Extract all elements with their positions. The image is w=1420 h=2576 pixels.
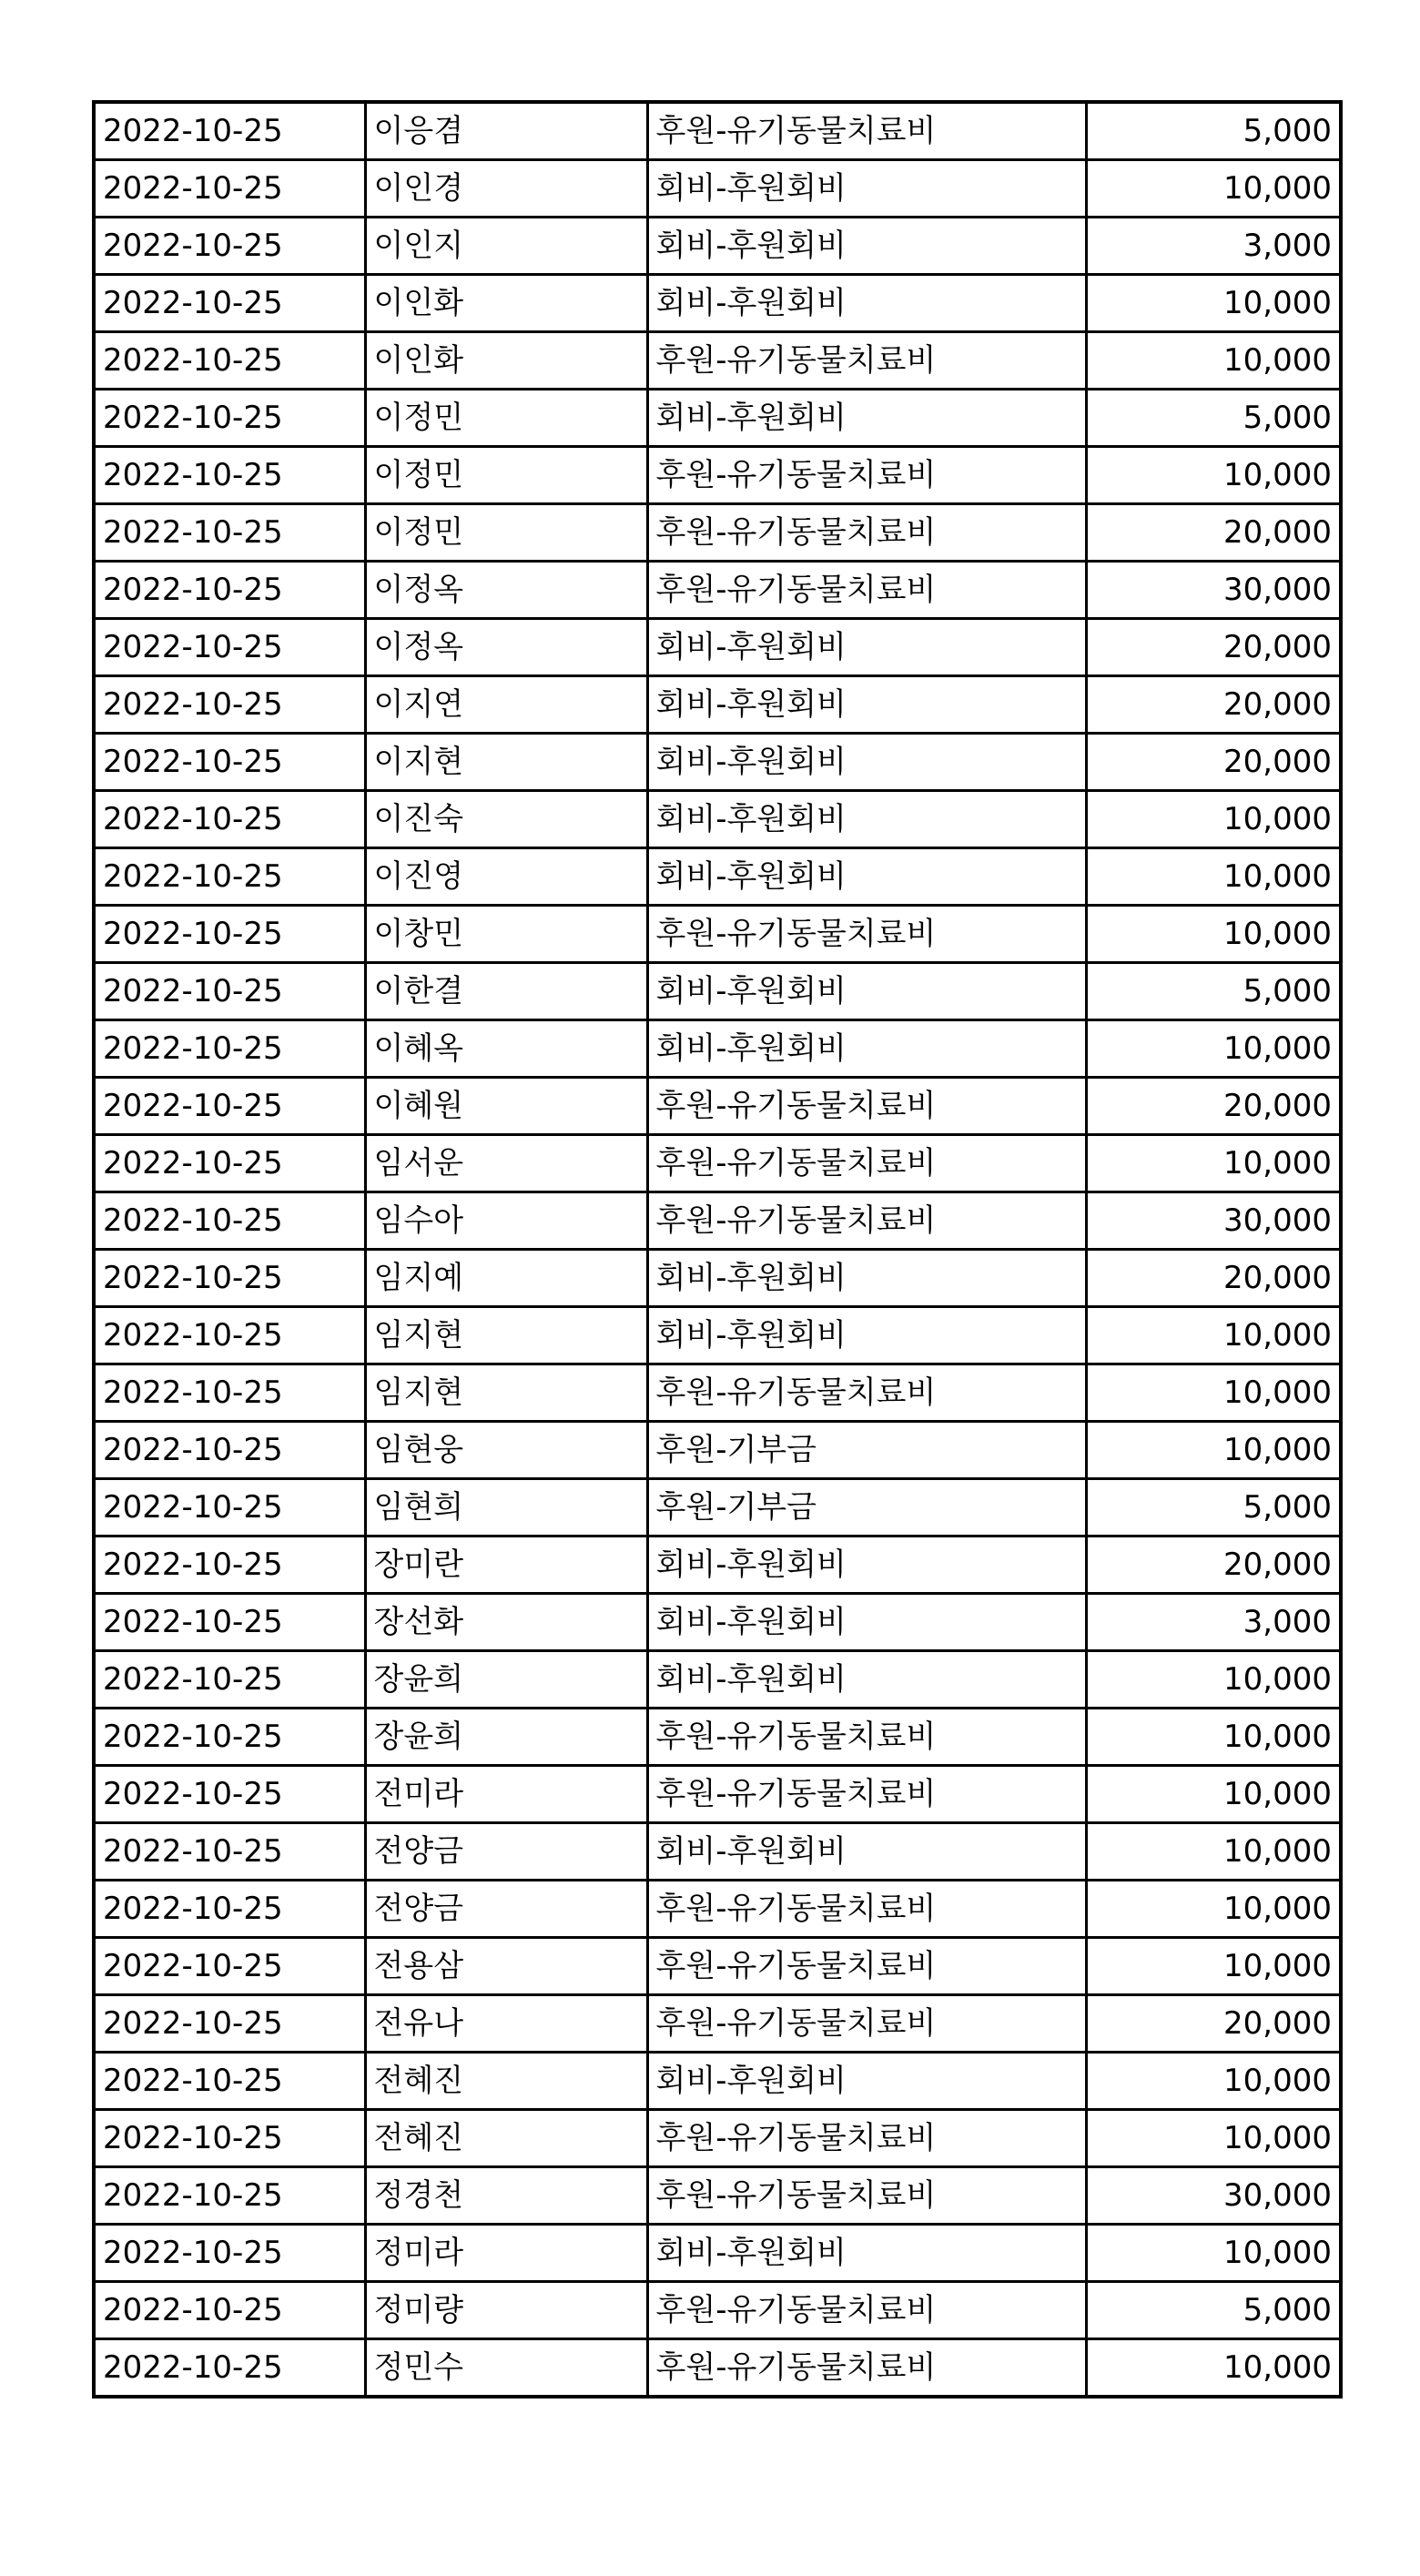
date-cell: 2022-10-25: [94, 447, 365, 504]
donor-name-cell: 이지연: [365, 676, 647, 734]
amount-cell: 20,000: [1086, 676, 1341, 734]
table-row: [94, 504, 1341, 562]
donor-name-cell: 이혜옥: [365, 1020, 647, 1078]
amount-cell: 10,000: [1086, 1709, 1341, 1766]
category-cell: 회비-후원회비: [647, 1020, 1086, 1078]
date-cell: 2022-10-25: [94, 906, 365, 963]
category-cell: 후원-유기동물치료비: [647, 2339, 1086, 2398]
amount-cell: 20,000: [1086, 504, 1341, 562]
donor-name-cell: 임수아: [365, 1192, 647, 1250]
amount-cell: 10,000: [1086, 2110, 1341, 2167]
amount-cell: 10,000: [1086, 2053, 1341, 2110]
date-cell: 2022-10-25: [94, 1250, 365, 1307]
date-cell: 2022-10-25: [94, 676, 365, 734]
date-cell: 2022-10-25: [94, 218, 365, 275]
donor-name-cell: 이한결: [365, 963, 647, 1020]
category-cell: 후원-유기동물치료비: [647, 1192, 1086, 1250]
category-cell: 회비-후원회비: [647, 1651, 1086, 1709]
amount-cell: 10,000: [1086, 2225, 1341, 2282]
date-cell: 2022-10-25: [94, 1709, 365, 1766]
amount-cell: 20,000: [1086, 1078, 1341, 1135]
donor-name-cell: 정미라: [365, 2225, 647, 2282]
date-cell: 2022-10-25: [94, 1536, 365, 1594]
amount-cell: 20,000: [1086, 619, 1341, 676]
donor-name-cell: 이응겸: [365, 102, 647, 160]
date-cell: 2022-10-25: [94, 1307, 365, 1364]
amount-cell: 3,000: [1086, 218, 1341, 275]
category-cell: 회비-후원회비: [647, 791, 1086, 848]
donor-name-cell: 이인지: [365, 218, 647, 275]
category-cell: 회비-후원회비: [647, 1594, 1086, 1651]
donor-name-cell: 이진숙: [365, 791, 647, 848]
table-row: [94, 390, 1341, 447]
category-cell: 후원-유기동물치료비: [647, 2167, 1086, 2225]
category-cell: 회비-후원회비: [647, 218, 1086, 275]
table-row: [94, 1995, 1341, 2053]
donor-name-cell: 이정민: [365, 504, 647, 562]
table-row: [94, 1250, 1341, 1307]
date-cell: 2022-10-25: [94, 1823, 365, 1881]
amount-cell: 10,000: [1086, 1938, 1341, 1995]
category-cell: 회비-후원회비: [647, 2225, 1086, 2282]
amount-cell: 10,000: [1086, 1823, 1341, 1881]
date-cell: 2022-10-25: [94, 1881, 365, 1938]
table-row: [94, 1594, 1341, 1651]
donor-name-cell: 이지현: [365, 734, 647, 791]
category-cell: 회비-후원회비: [647, 848, 1086, 906]
date-cell: 2022-10-25: [94, 2110, 365, 2167]
date-cell: 2022-10-25: [94, 1192, 365, 1250]
donor-name-cell: 이인화: [365, 275, 647, 332]
donation-ledger-page: [92, 100, 1339, 2399]
table-row: [94, 676, 1341, 734]
date-cell: 2022-10-25: [94, 1422, 365, 1479]
donor-name-cell: 전혜진: [365, 2053, 647, 2110]
table-row: [94, 1078, 1341, 1135]
donor-name-cell: 전유나: [365, 1995, 647, 2053]
table-row: [94, 1479, 1341, 1536]
date-cell: 2022-10-25: [94, 1364, 365, 1422]
table-row: [94, 791, 1341, 848]
category-cell: 후원-유기동물치료비: [647, 102, 1086, 160]
donor-name-cell: 이혜원: [365, 1078, 647, 1135]
table-row: [94, 1709, 1341, 1766]
amount-cell: 10,000: [1086, 906, 1341, 963]
donor-name-cell: 이정옥: [365, 562, 647, 619]
table-row: [94, 562, 1341, 619]
category-cell: 후원-유기동물치료비: [647, 1709, 1086, 1766]
amount-cell: 10,000: [1086, 275, 1341, 332]
date-cell: 2022-10-25: [94, 102, 365, 160]
category-cell: 후원-유기동물치료비: [647, 1995, 1086, 2053]
donor-name-cell: 전양금: [365, 1881, 647, 1938]
table-row: [94, 2053, 1341, 2110]
category-cell: 후원-유기동물치료비: [647, 1078, 1086, 1135]
amount-cell: 20,000: [1086, 734, 1341, 791]
donor-name-cell: 이정민: [365, 447, 647, 504]
donor-name-cell: 전혜진: [365, 2110, 647, 2167]
amount-cell: 5,000: [1086, 963, 1341, 1020]
amount-cell: 10,000: [1086, 1020, 1341, 1078]
category-cell: 회비-후원회비: [647, 275, 1086, 332]
table-row: [94, 1766, 1341, 1823]
category-cell: 회비-후원회비: [647, 390, 1086, 447]
table-row: [94, 102, 1341, 160]
donor-name-cell: 이정옥: [365, 619, 647, 676]
category-cell: 후원-기부금: [647, 1479, 1086, 1536]
category-cell: 회비-후원회비: [647, 1307, 1086, 1364]
donor-name-cell: 임지현: [365, 1307, 647, 1364]
amount-cell: 5,000: [1086, 102, 1341, 160]
amount-cell: 10,000: [1086, 332, 1341, 390]
category-cell: 후원-유기동물치료비: [647, 1364, 1086, 1422]
amount-cell: 10,000: [1086, 1307, 1341, 1364]
date-cell: 2022-10-25: [94, 734, 365, 791]
donor-name-cell: 전양금: [365, 1823, 647, 1881]
donor-name-cell: 장윤희: [365, 1651, 647, 1709]
category-cell: 후원-유기동물치료비: [647, 447, 1086, 504]
table-row: [94, 275, 1341, 332]
donor-name-cell: 전미라: [365, 1766, 647, 1823]
table-row: [94, 1135, 1341, 1192]
table-row: [94, 1881, 1341, 1938]
amount-cell: 10,000: [1086, 1422, 1341, 1479]
category-cell: 회비-후원회비: [647, 2053, 1086, 2110]
donor-name-cell: 이창민: [365, 906, 647, 963]
donor-name-cell: 장선화: [365, 1594, 647, 1651]
table-row: [94, 1536, 1341, 1594]
amount-cell: 20,000: [1086, 1995, 1341, 2053]
table-row: [94, 160, 1341, 218]
category-cell: 회비-후원회비: [647, 1823, 1086, 1881]
category-cell: 후원-유기동물치료비: [647, 1881, 1086, 1938]
category-cell: 회비-후원회비: [647, 619, 1086, 676]
amount-cell: 10,000: [1086, 1651, 1341, 1709]
donor-name-cell: 이진영: [365, 848, 647, 906]
table-row: [94, 1422, 1341, 1479]
category-cell: 후원-유기동물치료비: [647, 906, 1086, 963]
date-cell: 2022-10-25: [94, 1938, 365, 1995]
amount-cell: 10,000: [1086, 1364, 1341, 1422]
table-row: [94, 2225, 1341, 2282]
table-row: [94, 218, 1341, 275]
date-cell: 2022-10-25: [94, 963, 365, 1020]
category-cell: 후원-유기동물치료비: [647, 504, 1086, 562]
table-row: [94, 619, 1341, 676]
table-row: [94, 1307, 1341, 1364]
amount-cell: 5,000: [1086, 1479, 1341, 1536]
amount-cell: 20,000: [1086, 1536, 1341, 1594]
donor-name-cell: 이정민: [365, 390, 647, 447]
category-cell: 후원-유기동물치료비: [647, 2282, 1086, 2339]
date-cell: 2022-10-25: [94, 332, 365, 390]
table-row: [94, 2339, 1341, 2398]
donor-name-cell: 정미량: [365, 2282, 647, 2339]
donor-name-cell: 임서운: [365, 1135, 647, 1192]
donor-name-cell: 전용삼: [365, 1938, 647, 1995]
ledger-body: [94, 102, 1341, 2397]
date-cell: 2022-10-25: [94, 2167, 365, 2225]
donor-name-cell: 이인화: [365, 332, 647, 390]
table-row: [94, 1192, 1341, 1250]
amount-cell: 20,000: [1086, 1250, 1341, 1307]
date-cell: 2022-10-25: [94, 791, 365, 848]
table-row: [94, 1938, 1341, 1995]
date-cell: 2022-10-25: [94, 275, 365, 332]
amount-cell: 5,000: [1086, 2282, 1341, 2339]
donation-ledger-table: [92, 100, 1343, 2399]
category-cell: 후원-유기동물치료비: [647, 1135, 1086, 1192]
donor-name-cell: 이인경: [365, 160, 647, 218]
table-row: [94, 1364, 1341, 1422]
amount-cell: 30,000: [1086, 562, 1341, 619]
date-cell: 2022-10-25: [94, 619, 365, 676]
date-cell: 2022-10-25: [94, 562, 365, 619]
category-cell: 후원-유기동물치료비: [647, 332, 1086, 390]
donor-name-cell: 임지예: [365, 1250, 647, 1307]
date-cell: 2022-10-25: [94, 1651, 365, 1709]
amount-cell: 10,000: [1086, 1881, 1341, 1938]
table-row: [94, 2167, 1341, 2225]
table-row: [94, 906, 1341, 963]
date-cell: 2022-10-25: [94, 2282, 365, 2339]
date-cell: 2022-10-25: [94, 1766, 365, 1823]
donor-name-cell: 임지현: [365, 1364, 647, 1422]
table-row: [94, 2282, 1341, 2339]
date-cell: 2022-10-25: [94, 1135, 365, 1192]
amount-cell: 30,000: [1086, 1192, 1341, 1250]
amount-cell: 10,000: [1086, 791, 1341, 848]
amount-cell: 10,000: [1086, 1766, 1341, 1823]
category-cell: 후원-기부금: [647, 1422, 1086, 1479]
amount-cell: 10,000: [1086, 447, 1341, 504]
donor-name-cell: 장윤희: [365, 1709, 647, 1766]
amount-cell: 10,000: [1086, 848, 1341, 906]
date-cell: 2022-10-25: [94, 160, 365, 218]
table-row: [94, 447, 1341, 504]
table-row: [94, 734, 1341, 791]
date-cell: 2022-10-25: [94, 390, 365, 447]
category-cell: 후원-유기동물치료비: [647, 1766, 1086, 1823]
donor-name-cell: 임현희: [365, 1479, 647, 1536]
category-cell: 후원-유기동물치료비: [647, 562, 1086, 619]
category-cell: 회비-후원회비: [647, 1250, 1086, 1307]
date-cell: 2022-10-25: [94, 2339, 365, 2398]
amount-cell: 3,000: [1086, 1594, 1341, 1651]
category-cell: 회비-후원회비: [647, 963, 1086, 1020]
donor-name-cell: 임현웅: [365, 1422, 647, 1479]
table-row: [94, 2110, 1341, 2167]
donor-name-cell: 장미란: [365, 1536, 647, 1594]
donor-name-cell: 정경천: [365, 2167, 647, 2225]
table-row: [94, 1651, 1341, 1709]
amount-cell: 5,000: [1086, 390, 1341, 447]
table-row: [94, 1020, 1341, 1078]
date-cell: 2022-10-25: [94, 1078, 365, 1135]
date-cell: 2022-10-25: [94, 848, 365, 906]
date-cell: 2022-10-25: [94, 1479, 365, 1536]
date-cell: 2022-10-25: [94, 1995, 365, 2053]
amount-cell: 10,000: [1086, 1135, 1341, 1192]
table-row: [94, 1823, 1341, 1881]
date-cell: 2022-10-25: [94, 1594, 365, 1651]
donor-name-cell: 정민수: [365, 2339, 647, 2398]
table-row: [94, 963, 1341, 1020]
amount-cell: 10,000: [1086, 2339, 1341, 2398]
category-cell: 회비-후원회비: [647, 160, 1086, 218]
date-cell: 2022-10-25: [94, 1020, 365, 1078]
amount-cell: 10,000: [1086, 160, 1341, 218]
date-cell: 2022-10-25: [94, 504, 365, 562]
category-cell: 회비-후원회비: [647, 1536, 1086, 1594]
date-cell: 2022-10-25: [94, 2053, 365, 2110]
table-row: [94, 332, 1341, 390]
category-cell: 회비-후원회비: [647, 734, 1086, 791]
table-row: [94, 848, 1341, 906]
category-cell: 회비-후원회비: [647, 676, 1086, 734]
date-cell: 2022-10-25: [94, 2225, 365, 2282]
amount-cell: 30,000: [1086, 2167, 1341, 2225]
category-cell: 후원-유기동물치료비: [647, 1938, 1086, 1995]
category-cell: 후원-유기동물치료비: [647, 2110, 1086, 2167]
